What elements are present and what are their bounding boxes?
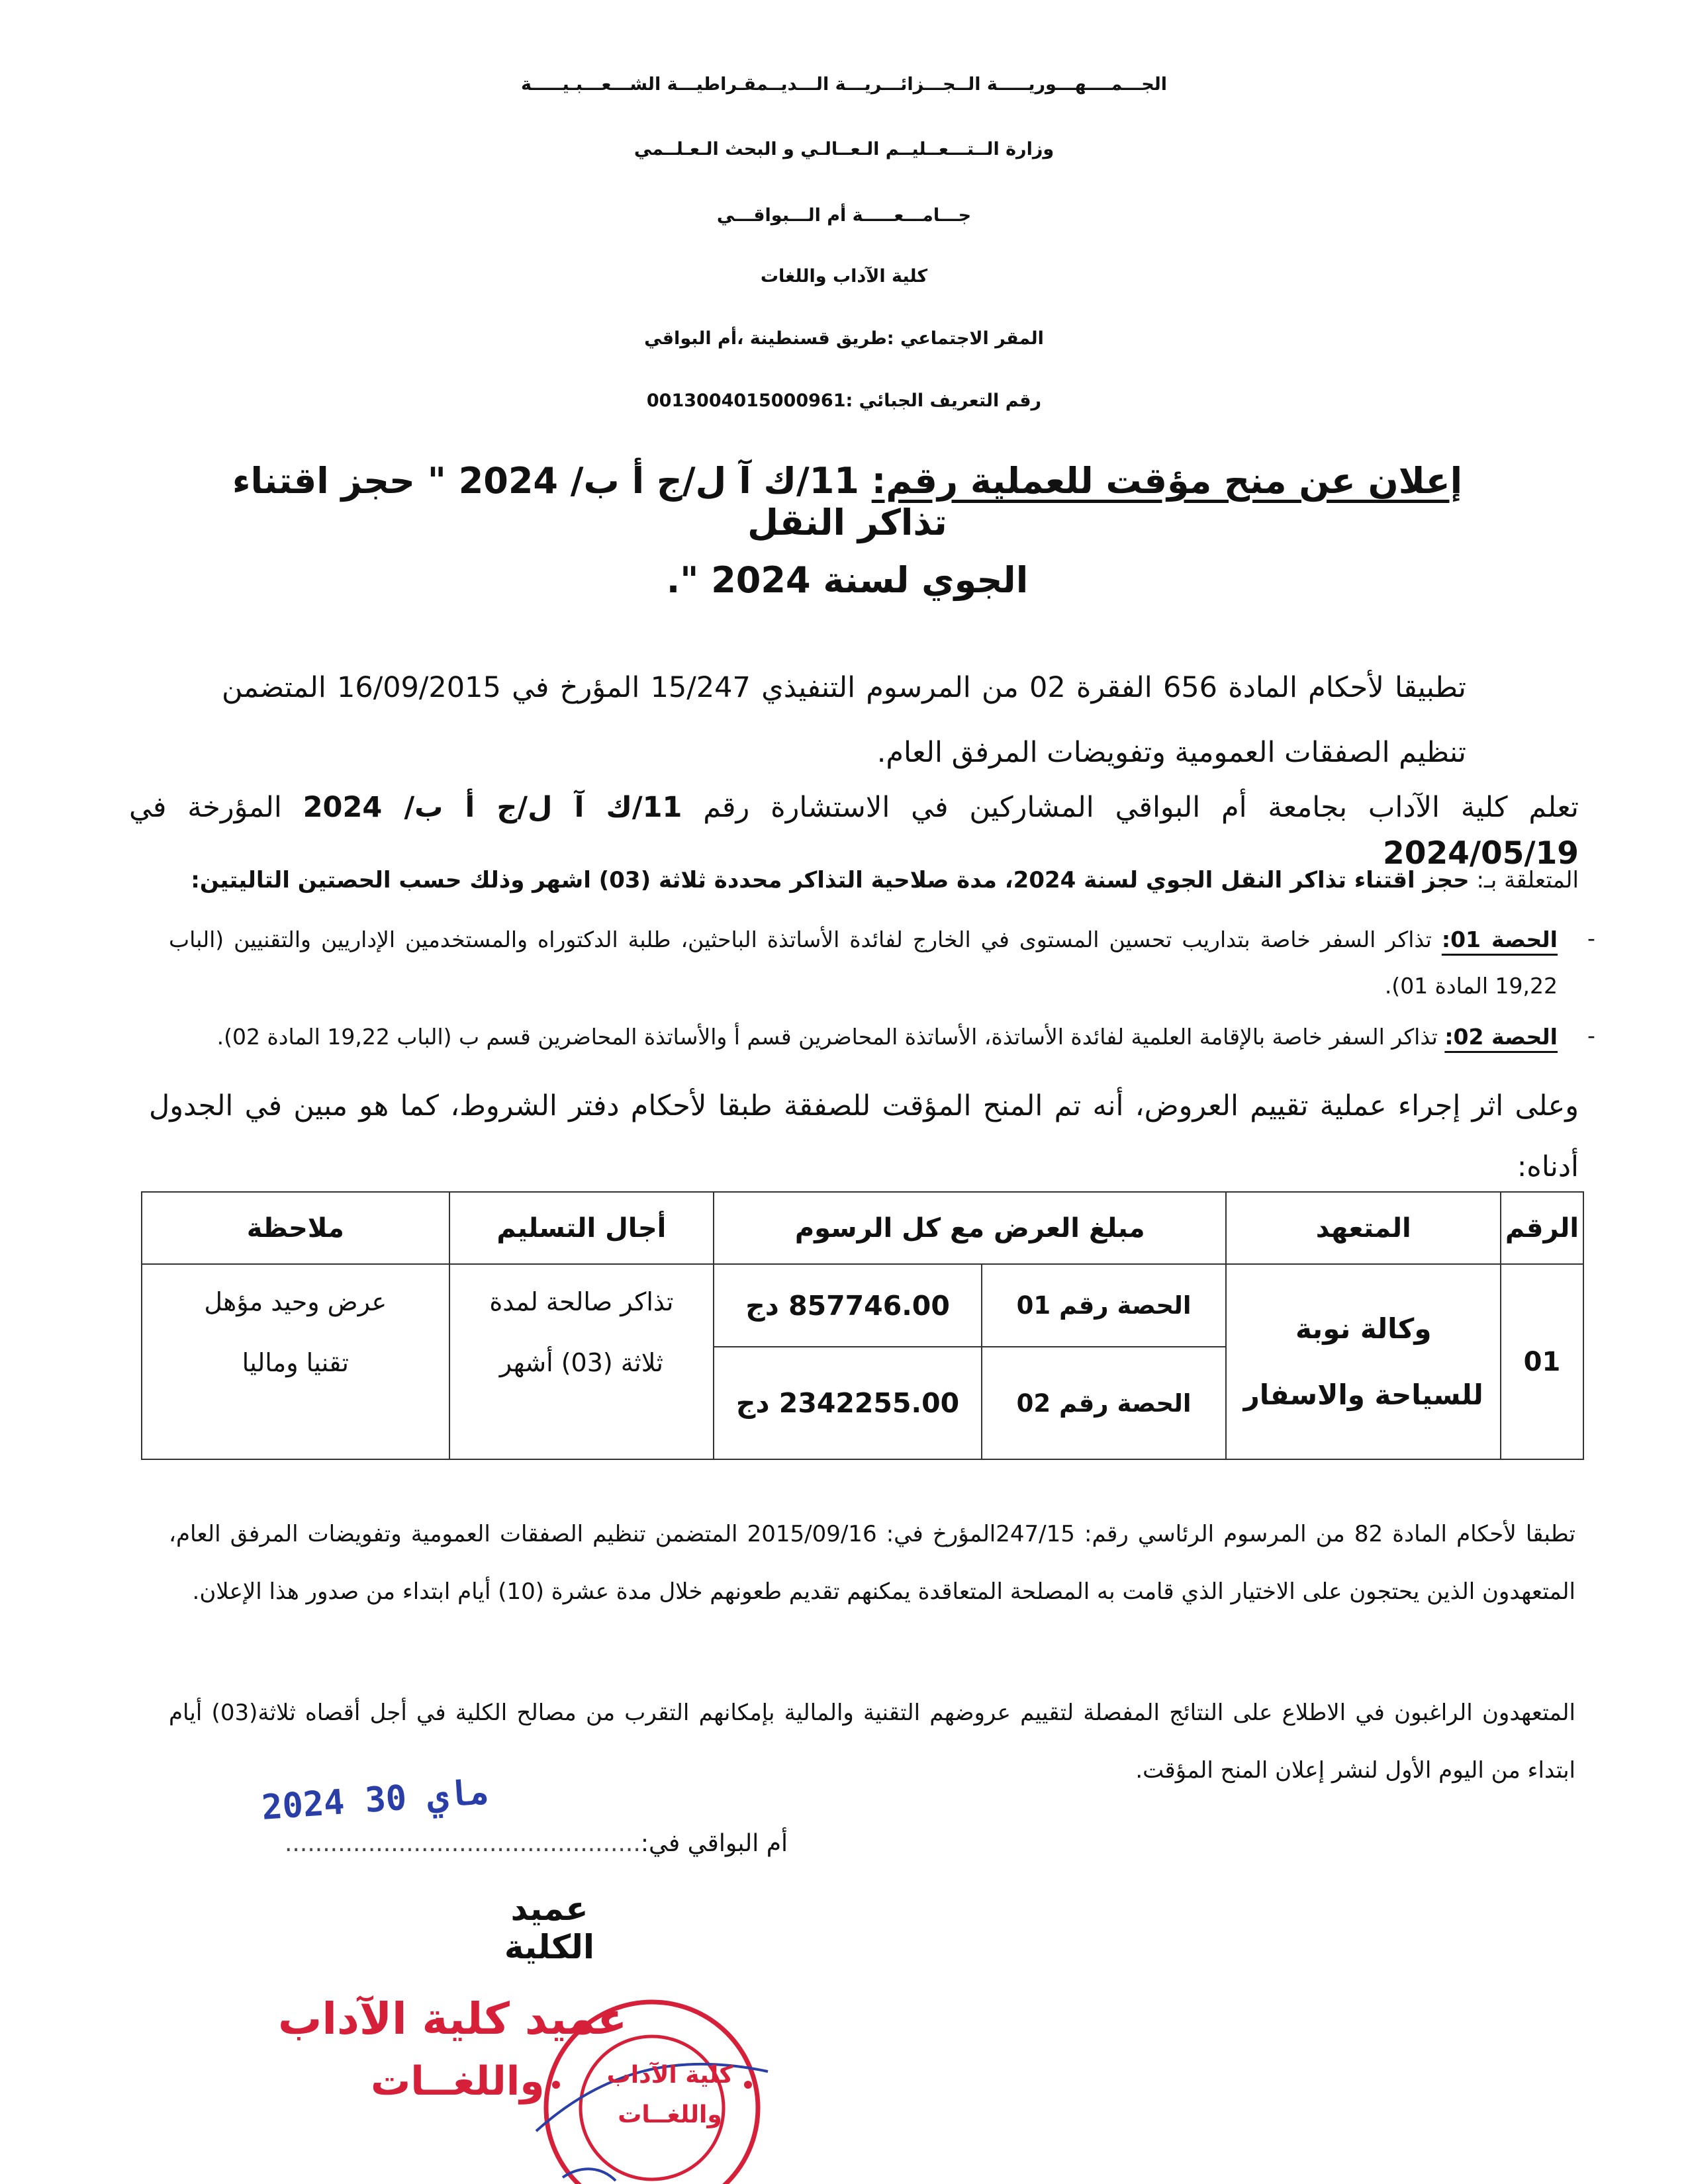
table-row (142, 1264, 1583, 1347)
lot2-dash: - (1587, 1023, 1595, 1048)
lot1-dash: - (1587, 925, 1595, 951)
date-stamp: 2024 ماي 30 (260, 1772, 491, 1828)
header-republic: الجـــمــــهـــوريـــــة الــجـــزائـــريـــة الـــديــمقـراطيـــة الشـــعـــبـيـــــة (520, 74, 1168, 95)
paragraph-appeal: تطبقا لأحكام المادة 82 من المرسوم الرئاسي رقم: 247/15المؤرخ في: 2015/09/16 المتضمن تنظيم الصفقات العمومية وتفويضات المرفق العام، المتعهدون الذين يحتجون على الاختيار الذي قامت به المصلحة المتعاقدة يمكنهم تقديم طعونهم خلال مدة عشرة (10) أيام ابتداء من صدور هذا الإعلان. (169, 1521, 1575, 1605)
header-amount: مبلغ العرض مع كل الرسوم (714, 1192, 1226, 1264)
paragraph-legal-basis: تطبيقا لأحكام المادة 656 الفقرة 02 من المرسوم التنفيذي 15/247 المؤرخ في 16/09/2015 المتضمن تنظيم الصفقات العمومية وتفويضات المرفق العام. (222, 671, 1467, 769)
table-header-row (142, 1192, 1583, 1264)
row-lot2-amount: 2342255.00 دج (714, 1347, 982, 1459)
seal-center-line1: كلية الآداب (606, 2062, 733, 2089)
header-faculty: كلية الآداب واللغات (760, 266, 928, 287)
signature-title: عميد الكلية (504, 1889, 595, 1966)
lot2-text: الحصة 02: تذاكر السفر خاصة بالإقامة العلمية لفائدة الأساتذة، الأساتذة المحاضرين قسم أ والأساتذة المحاضرين قسم ب (الباب 19,22 المادة 02). (216, 1024, 1558, 1050)
header-bidder: المتعهد (1226, 1192, 1501, 1264)
header-tax-id: رقم التعريف الجبائي :0013004015000961 (646, 390, 1042, 411)
announcement-title-line2: الجوي لسنة 2024 ". (666, 559, 1029, 601)
place-date-line: أم البواقي في:............................................... (284, 1830, 788, 1857)
paragraph-evaluation: وعلى اثر إجراء عملية تقييم العروض، أنه تم المنح المؤقت للصفقة طبقا لأحكام دفتر الشروط، كما هو مبين في الجدول أدناه: (149, 1089, 1579, 1183)
announcement-title-line1: إعلان عن منح مؤقت للعملية رقم: 11/ك آ ل/ج أ ب/ 2024 " حجز اقتناء تذاكر النقل (232, 460, 1463, 543)
seal-center-line2: واللغــات (618, 2101, 722, 2128)
paragraph-consultation: تعلم كلية الآداب بجامعة أم البواقي المشاركين في الاستشارة رقم 11/ك آ ل/ج أ ب/ 2024 المؤرخة في 2024/05/19 (129, 791, 1579, 872)
signature-red-line1: عميد كلية الآداب (278, 1993, 628, 2044)
header-delivery: أجال التسليم (449, 1192, 714, 1264)
paragraph-subject: المتعلقة بـ: حجز اقتناء تذاكر النقل الجوي لسنة 2024، مدة صلاحية التذاكر محددة ثلاثة (03) اشهر وذلك حسب الحصتين التاليتين: (191, 867, 1579, 893)
row-lot2-label: الحصة رقم 02 (982, 1347, 1227, 1459)
row-number: 01 (1501, 1264, 1583, 1459)
header-number: الرقم (1501, 1192, 1583, 1264)
lot1-text: الحصة 01: تذاكر السفر خاصة بتداريب تحسين المستوى في الخارج لفائدة الأساتذة الباحثين، طلبة الدكتوراه والمستخدمين الإداريين والتقنيين (الباب 19,22 المادة 01). (169, 927, 1558, 999)
row-lot1-amount: 857746.00 دج (714, 1264, 982, 1347)
row-delivery: تذاكر صالحة لمدة ثلاثة (03) أشهر (449, 1264, 714, 1459)
award-table (141, 1191, 1584, 1460)
row-bidder: وكالة نوبة للسياحة والاسفار (1226, 1264, 1501, 1459)
header-university: جـــامـــعـــــة أم الـــبواقـــي (716, 205, 972, 226)
header-address: المقر الاجتماعي :طريق قسنطينة ،أم البواقي (644, 328, 1044, 349)
header-note: ملاحظة (142, 1192, 449, 1264)
signature-red-line2: واللغــات (371, 2058, 545, 2105)
paragraph-consultation-results: المتعهدون الراغبون في الاطلاع على النتائج المفصلة لتقييم عروضهم التقنية والمالية بإمكانهم التقرب من مصالح الكلية في أجل أقصاه ثلاثة(03) أيام ابتداء من اليوم الأول لنشر إعلان المنح المؤقت. (169, 1700, 1575, 1784)
row-note: عرض وحيد مؤهل تقنيا وماليا (142, 1264, 449, 1459)
header-ministry: وزارة الــتـــعــليــم الـعــالـي و البحث الـعـلــمي (633, 139, 1055, 159)
row-lot1-label: الحصة رقم 01 (982, 1264, 1227, 1347)
